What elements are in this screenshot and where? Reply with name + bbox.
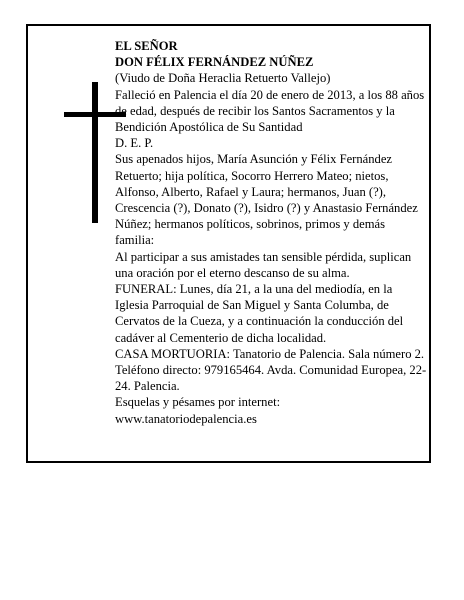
widower-line: (Viudo de Doña Heraclia Retuerto Vallejo) bbox=[115, 71, 331, 86]
funeral-details: FUNERAL: Lunes, día 21, a la una del mediodía, en la Iglesia Parroquial de San Miguel y Santa Columba, de Cervatos de la Cueza, y a continuación la conducción del cadáver al Cementerio de dicha localidad. bbox=[115, 282, 404, 345]
obituary-text bbox=[115, 38, 427, 427]
death-announcement: Falleció en Palencia el día 20 de enero de 2013, a los 88 años de edad, después de recibir los Santos Sacramentos y la Bendición Apostólica de Su Santidad bbox=[115, 87, 425, 135]
funeral-home: CASA MORTUORIA: Tanatorio de Palencia. Sala número 2. Teléfono directo: 979165464. Avda. Comunidad Europea, 22-24. Palencia. bbox=[115, 346, 427, 394]
cross-icon bbox=[92, 82, 98, 223]
obituary-title: EL SEÑOR bbox=[115, 39, 178, 53]
rip-line: D. E. P. bbox=[115, 136, 154, 151]
family-list: Sus apenados hijos, María Asunción y Félix Fernández Retuerto; hija política, Socorro Herrero Mateo; nietos, Alfonso, Alberto, Rafael y Laura; hermanos, Juan (?), Crescencia (?), Donato (?), Isidro (?) y Anastasio Fernández Núñez; hermanos políticos, sobrinos, primos y demás familia: bbox=[115, 152, 418, 248]
online-label: Esquelas y pésames por internet: bbox=[115, 395, 281, 410]
website-link[interactable]: www.tanatoriodepalencia.es bbox=[115, 411, 257, 426]
deceased-name: DON FÉLIX FERNÁNDEZ NÚÑEZ bbox=[115, 55, 314, 70]
prayer-request: Al participar a sus amistades tan sensible pérdida, suplican una oración por el eterno descanso de su alma. bbox=[115, 249, 412, 280]
